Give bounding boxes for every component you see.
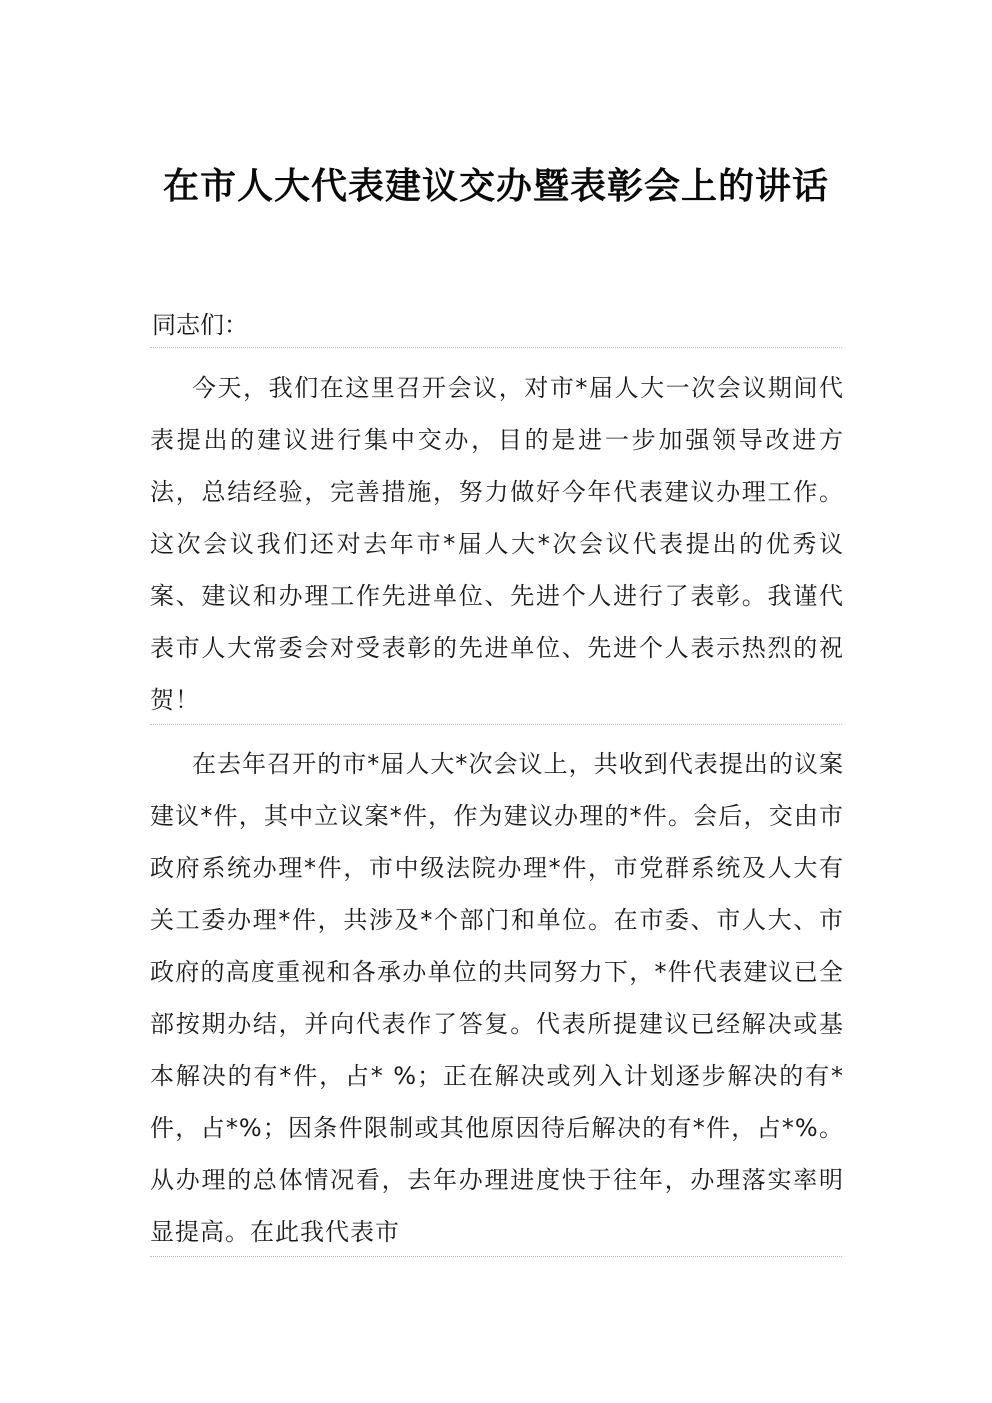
paragraph-1: 今天，我们在这里召开会议，对市*届人大一次会议期间代表提出的建议进行集中交办，目的是进一步加强领导改进方法，总结经验，完善措施，努力做好今年代表建议办理工作。这次会议我们还对去年市*届人大*次会议代表提出的优秀议案、建议和办理工作先进单位、先进个人进行了表彰。我谨代表市人大常委会对受表彰的先进单位、先进个人表示热烈的祝贺！ bbox=[150, 374, 844, 714]
salutation: 同志们： bbox=[152, 311, 248, 339]
divider bbox=[150, 724, 842, 725]
document-title: 在市人大代表建议交办暨表彰会上的讲话 bbox=[162, 165, 829, 207]
divider bbox=[150, 347, 842, 348]
divider bbox=[150, 1256, 842, 1257]
paragraph-2: 在去年召开的市*届人大*次会议上，共收到代表提出的议案建议*件，其中立议案*件，作为建议办理的*件。会后，交由市政府系统办理*件，市中级法院办理*件，市党群系统及人大有关工委办理*件，共涉及*个部门和单位。在市委、市人大、市政府的高度重视和各承办单位的共同努力下，*件代表建议已全部按期办结，并向代表作了答复。代表所提建议已经解决或基本解决的有*件，占* %；正在解决或列入计划逐步解决的有*件，占*%；因条件限制或其他原因待后解决的有*件，占*%。从办理的总体情况看，去年办理进度快于往年，办理落实率明显提高。在此我代表市 bbox=[150, 750, 844, 1246]
